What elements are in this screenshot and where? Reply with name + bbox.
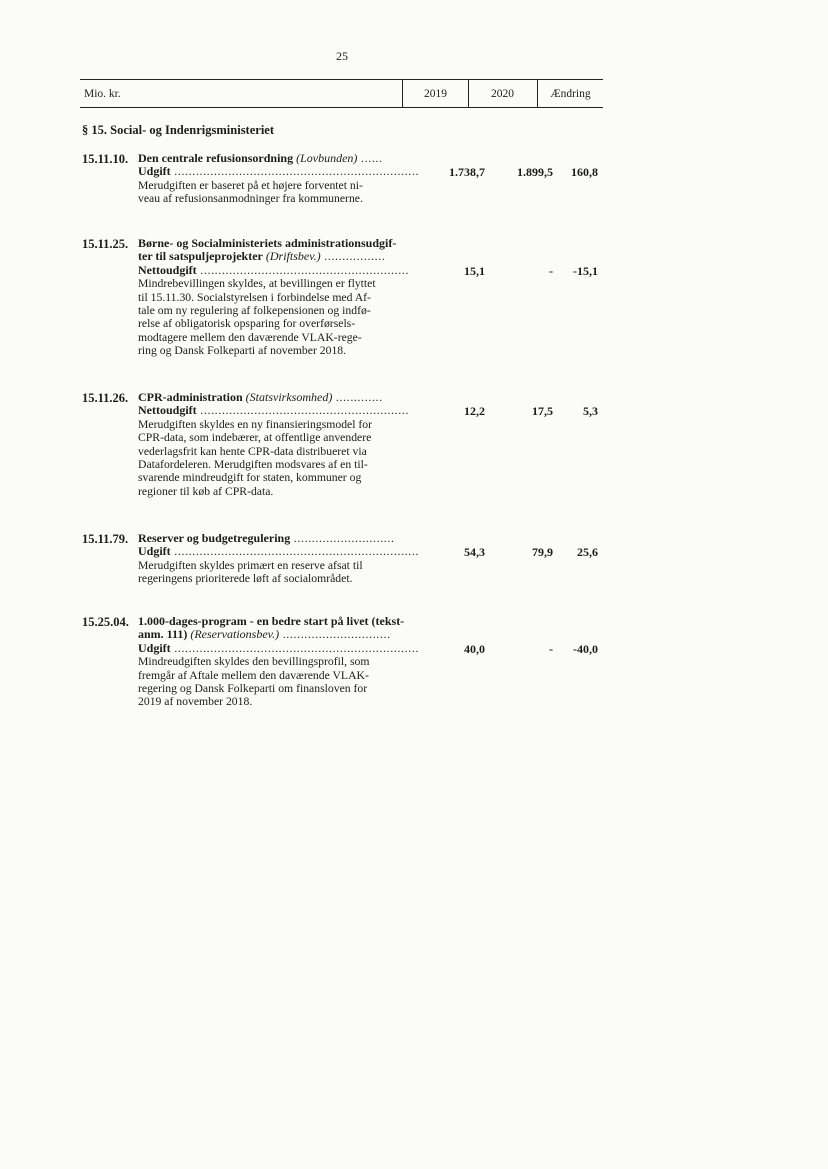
entry-code: 15.11.10.: [82, 152, 129, 166]
entry-description: 2019 af november 2018.: [138, 695, 253, 709]
value-2019: 1.738,7: [449, 165, 485, 180]
entry-description: tale om ny regulering af folkepensionen og indfø-: [138, 304, 371, 318]
unit-label: Mio. kr.: [84, 88, 121, 100]
value-2019: 15,1: [464, 263, 485, 278]
value-2020: 17,5: [532, 404, 553, 419]
entry-description: Merudgiften skyldes primært en reserve afsat til: [138, 558, 363, 572]
entry-body: [138, 152, 423, 206]
entry-code: 15.11.25.: [82, 237, 129, 251]
entry-sub-label: Udgift ....................................................................: [138, 545, 420, 559]
entry-title: CPR-administration (Statsvirksomhed) .............: [138, 391, 383, 404]
entry-appropriation-type: (Lovbunden): [293, 152, 358, 165]
value-2020: -: [549, 641, 553, 656]
entry-body: [138, 391, 423, 498]
column-header-change: Ændring: [550, 88, 591, 100]
entry-description: modtagere mellem den daværende VLAK-rege-: [138, 330, 362, 344]
entry-description: svarende mindreudgift for staten, kommuner og: [138, 471, 362, 485]
entry-description: CPR-data, som indebærer, at offentlige anvendere: [138, 431, 372, 445]
entry-title: Reserver og budgetregulering ............................: [138, 532, 395, 545]
entry-title: ter til satspuljeprojekter (Driftsbev.) .................: [138, 250, 386, 264]
value-change: 5,3: [583, 404, 598, 419]
entry-description: regering og Dansk Folkeparti om finansloven for: [138, 682, 368, 696]
entry-description: regioner til køb af CPR-data.: [138, 484, 274, 498]
entry-description: veau af refusionsanmodninger fra kommunerne.: [138, 192, 363, 206]
entry-body: [138, 532, 423, 586]
entry-sub-label: Udgift ....................................................................: [138, 641, 420, 655]
entry-description: fremgår af Aftale mellem den daværende VLAK-: [138, 668, 369, 682]
entry-description: ring og Dansk Folkeparti af november 2018.: [138, 344, 347, 358]
entry-code: 15.11.26.: [82, 391, 129, 405]
entry-appropriation-type: (Driftsbev.): [262, 250, 321, 264]
entry-description: Datafordeleren. Merudgiften modsvares af en til-: [138, 458, 368, 472]
value-2020: -: [549, 263, 553, 278]
entry-description: vederlagsfrit kan hente CPR-data distribueret via: [138, 444, 367, 458]
entry-title: Den centrale refusionsordning (Lovbunden) ......: [138, 152, 383, 165]
section-title: § 15. Social- og Indenrigsministeriet: [82, 123, 275, 137]
table-header: [80, 79, 603, 108]
entry-sub-label: Nettoudgift ..........................................................: [138, 263, 410, 277]
entry-description: Mindrebevillingen skyldes, at bevillingen er flyttet: [138, 277, 376, 291]
page-number: 25: [336, 49, 348, 63]
entry-title: Børne- og Socialministeriets administrationsudgif-: [138, 237, 397, 250]
entry-description: Merudgiften er baseret på et højere forventet ni-: [138, 178, 363, 192]
entry-sub-label: Nettoudgift ..........................................................: [138, 404, 410, 418]
entry-description: til 15.11.30. Socialstyrelsen i forbindelse med Af-: [138, 290, 371, 304]
value-change: 25,6: [577, 545, 598, 560]
value-change: -40,0: [573, 641, 598, 656]
entry-title: 1.000-dages-program - en bedre start på livet (tekst-: [138, 615, 405, 628]
entry-description: relse af obligatorisk opsparing for overførsels-: [138, 317, 356, 331]
entry-code: 15.25.04.: [82, 615, 129, 629]
value-2019: 54,3: [464, 545, 485, 560]
entry-title: anm. 111) (Reservationsbev.) ..............................: [138, 628, 391, 642]
entry-description: Mindreudgiften skyldes den bevillingsprofil, som: [138, 655, 370, 669]
entry-appropriation-type: (Reservationsbev.): [187, 628, 280, 642]
entry-code: 15.11.79.: [82, 532, 129, 546]
entry-description: Merudgiften skyldes en ny finansieringsmodel for: [138, 417, 373, 431]
value-2019: 12,2: [464, 404, 485, 419]
entry-description: regeringens prioriterede løft af socialområdet.: [138, 572, 353, 586]
column-header-2019: 2019: [402, 80, 469, 107]
value-2020: 79,9: [532, 545, 553, 560]
column-header-2020: 2020: [468, 80, 538, 107]
entry-body: [138, 237, 423, 358]
entry-appropriation-type: (Statsvirksomhed): [242, 391, 333, 404]
entry-body: [138, 615, 423, 709]
value-change: -15,1: [573, 263, 598, 278]
entry-sub-label: Udgift ....................................................................: [138, 165, 420, 179]
value-2019: 40,0: [464, 641, 485, 656]
value-change: 160,8: [571, 165, 598, 180]
value-2020: 1.899,5: [517, 165, 553, 180]
